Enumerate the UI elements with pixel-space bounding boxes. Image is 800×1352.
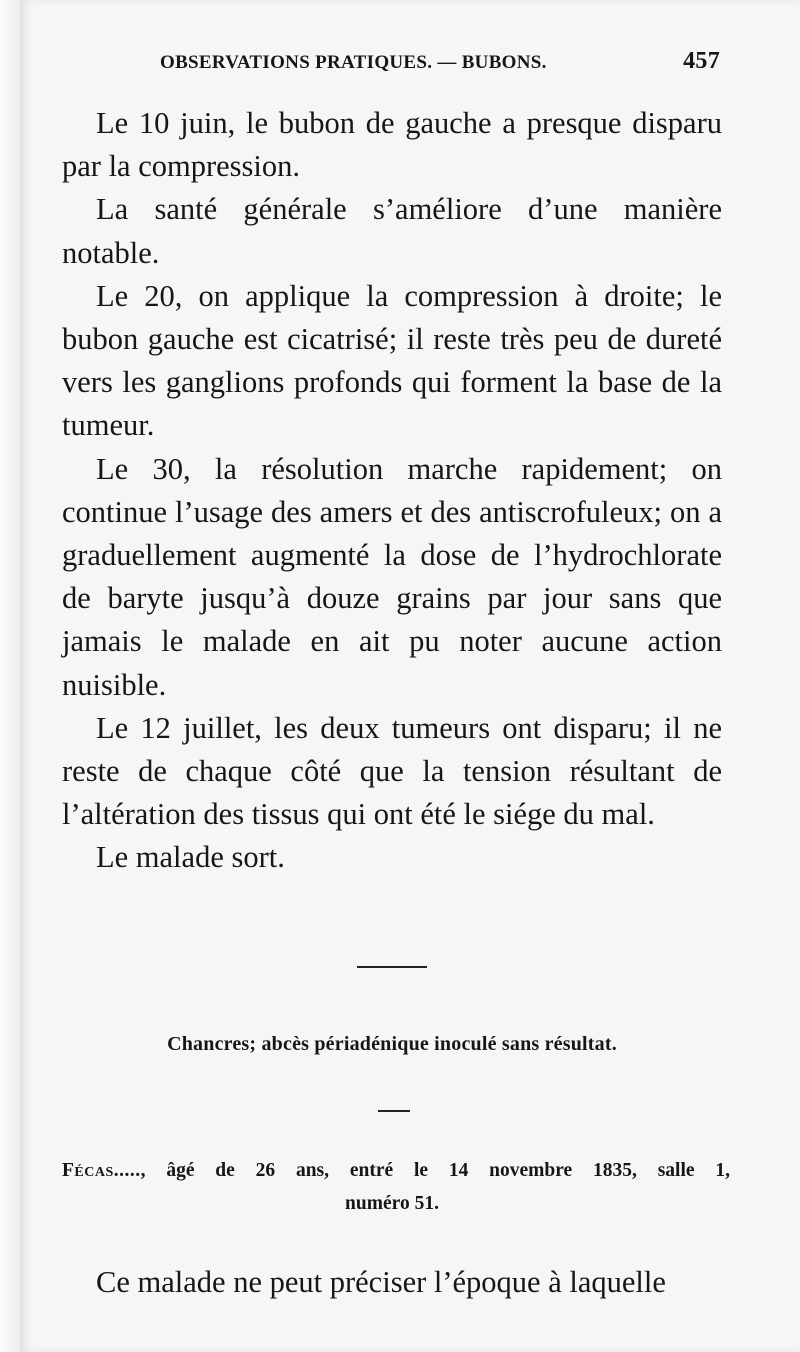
- paragraph: Le malade sort.: [96, 840, 285, 875]
- paragraph: Le 12 juillet, les deux tumeurs ont disparu; il ne reste de chaque côté que la tension résultant de l’altération des tissus qui ont été le siége du mal.: [62, 710, 722, 832]
- paragraph-start: Ce malade ne peut préciser l’époque à laquelle: [96, 1265, 666, 1299]
- short-divider: [378, 1110, 410, 1112]
- section-divider: [357, 966, 427, 968]
- page-header: [160, 50, 720, 80]
- case-details: , âgé de 26 ans, entré le 14 novembre 1835, salle 1,: [140, 1160, 730, 1181]
- paragraph: Le 10 juin, le bubon de gauche a presque disparu par la compression.: [62, 106, 722, 184]
- body-text: [62, 102, 722, 880]
- page-number: 457: [683, 48, 720, 74]
- running-title: OBSERVATIONS PRATIQUES. — BUBONS.: [160, 52, 547, 73]
- section-title: Chancres; abcès périadénique inoculé sans résultat.: [167, 1033, 617, 1055]
- patient-name: Fécas.....: [62, 1160, 141, 1181]
- paragraph: Le 30, la résolution marche rapidement; on continue l’usage des amers et des antiscrofuleux; on a graduellement augmenté la dose de l’hydrochlorate de baryte jusqu’à douze grains par jour sans que jamais le malade en ait pu noter aucune action nuisible.: [62, 451, 722, 702]
- page-left-margin: [0, 0, 20, 1352]
- case-ward-number: numéro 51.: [345, 1193, 439, 1214]
- paragraph: La santé générale s’améliore d’une manière notable.: [62, 192, 722, 270]
- paragraph: Le 20, on applique la compression à droite; le bubon gauche est cicatrisé; il reste très peu de dureté vers les ganglions profonds qui forment la base de la tumeur.: [62, 278, 722, 443]
- case-intro-line: [62, 1160, 730, 1182]
